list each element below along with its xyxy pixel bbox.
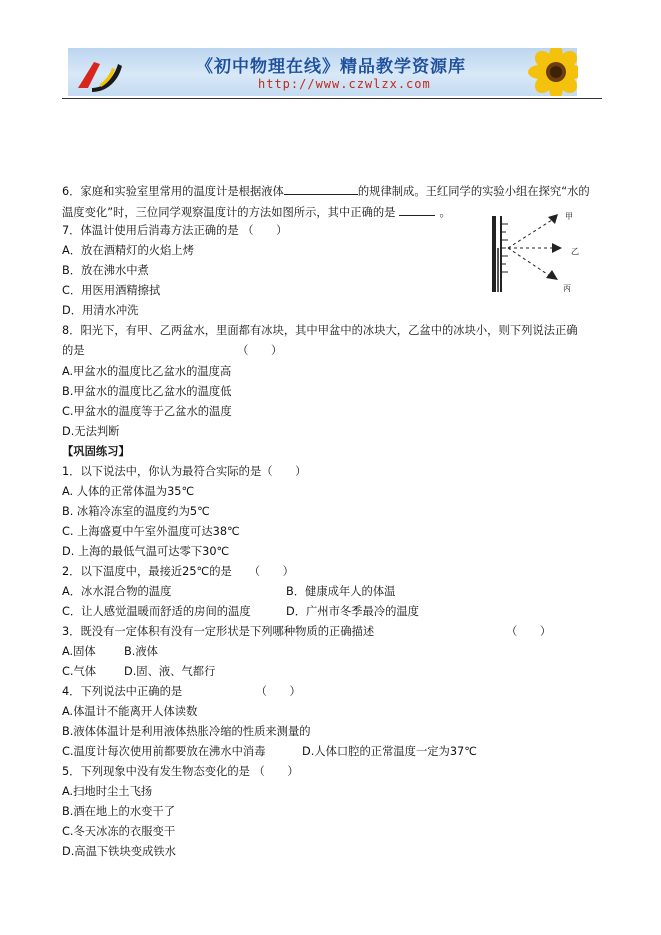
sunflower-icon [512, 48, 578, 96]
thermometer-figure [488, 208, 600, 294]
text-line: D. 上海的最低气温可达零下30℃ [62, 545, 230, 558]
banner-url[interactable]: http://www.czwlzx.com [258, 77, 431, 91]
text-line: 的是 （ ） [62, 344, 283, 357]
text-line: B.甲盆水的温度比乙盆水的温度低 [62, 385, 232, 398]
text-line: B.酒在地上的水变干了 [62, 805, 176, 818]
text-line: A.甲盆水的温度比乙盆水的温度高 [62, 365, 232, 378]
site-logo-icon [70, 52, 126, 94]
text-line: 6．家庭和实验室里常用的温度计是根据液体 的规律制成。王红同学的实验小组在探究“水的 [62, 185, 590, 198]
text-line: 1．以下说法中，你认为最符合实际的是（ ） [62, 465, 307, 478]
header-rule [62, 98, 602, 99]
text-line: 温度变化”时，三位同学观察温度计的方法如图所示，其中正确的是 。 [62, 206, 451, 219]
text-line: A.扫地时尘土飞扬 [62, 785, 153, 798]
text-line: 4．下列说法中正确的是 （ ） [62, 685, 301, 698]
text-line: D．用清水冲洗 [62, 304, 139, 317]
banner-title: 《初中物理在线》精品教学资源库 [196, 57, 466, 77]
text-line: A．放在酒精灯的火焰上烤 [62, 244, 194, 257]
section-heading: 【巩固练习】 [62, 445, 130, 458]
text-line: C.温度计每次使用前都要放在沸水中消毒 D.人体口腔的正常温度一定为37℃ [62, 745, 477, 758]
text-line: C.甲盆水的温度等于乙盆水的温度 [62, 405, 232, 418]
text-line: 7．体温计使用后消毒方法正确的是 （ ） [62, 224, 288, 237]
answer-blank[interactable] [284, 183, 358, 195]
text-line: A.体温计不能离开人体读数 [62, 705, 198, 718]
answer-blank[interactable] [399, 204, 435, 216]
text-line: B. 冰箱冷冻室的温度约为5℃ [62, 505, 210, 518]
text-line: D.无法判断 [62, 425, 120, 438]
text-line: 5．下列现象中没有发生物态变化的是 （ ） [62, 765, 299, 778]
text-line: 3．既没有一定体积有没有一定形状是下列哪种物质的正确描述 （ ） [62, 625, 552, 638]
text-line: 8．阳光下，有甲、乙两盆水，里面都有冰块，其中甲盆中的冰块大，乙盆中的冰块小，则下列说法正确 [62, 324, 578, 337]
figure-label-jia: 甲 [565, 212, 573, 221]
text-line: B.液体体温计是利用液体热胀冷缩的性质来测量的 [62, 725, 311, 738]
text-line: A．冰水混合物的温度 B．健康成年人的体温 [62, 585, 396, 598]
text-line: A. 人体的正常体温为35℃ [62, 485, 195, 498]
text-line: B．放在沸水中煮 [62, 264, 149, 277]
text-line: D.高温下铁块变成铁水 [62, 845, 176, 858]
text-line: C.冬天冰冻的衣服变干 [62, 825, 176, 838]
text-line: C. 上海盛夏中午室外温度可达38℃ [62, 525, 240, 538]
figure-label-bing: 丙 [563, 284, 571, 293]
header-banner [68, 48, 577, 96]
text-line: C．让人感觉温暖而舒适的房间的温度 D．广州市冬季最冷的温度 [62, 605, 419, 618]
text-line: 2．以下温度中，最接近25℃的是 （ ） [62, 565, 294, 578]
text-line: C.气体 D.固、液、气都行 [62, 665, 216, 678]
text-line: C．用医用酒精擦拭 [62, 284, 161, 297]
text-line: A.固体 B.液体 [62, 645, 158, 658]
figure-label-yi: 乙 [571, 247, 579, 256]
